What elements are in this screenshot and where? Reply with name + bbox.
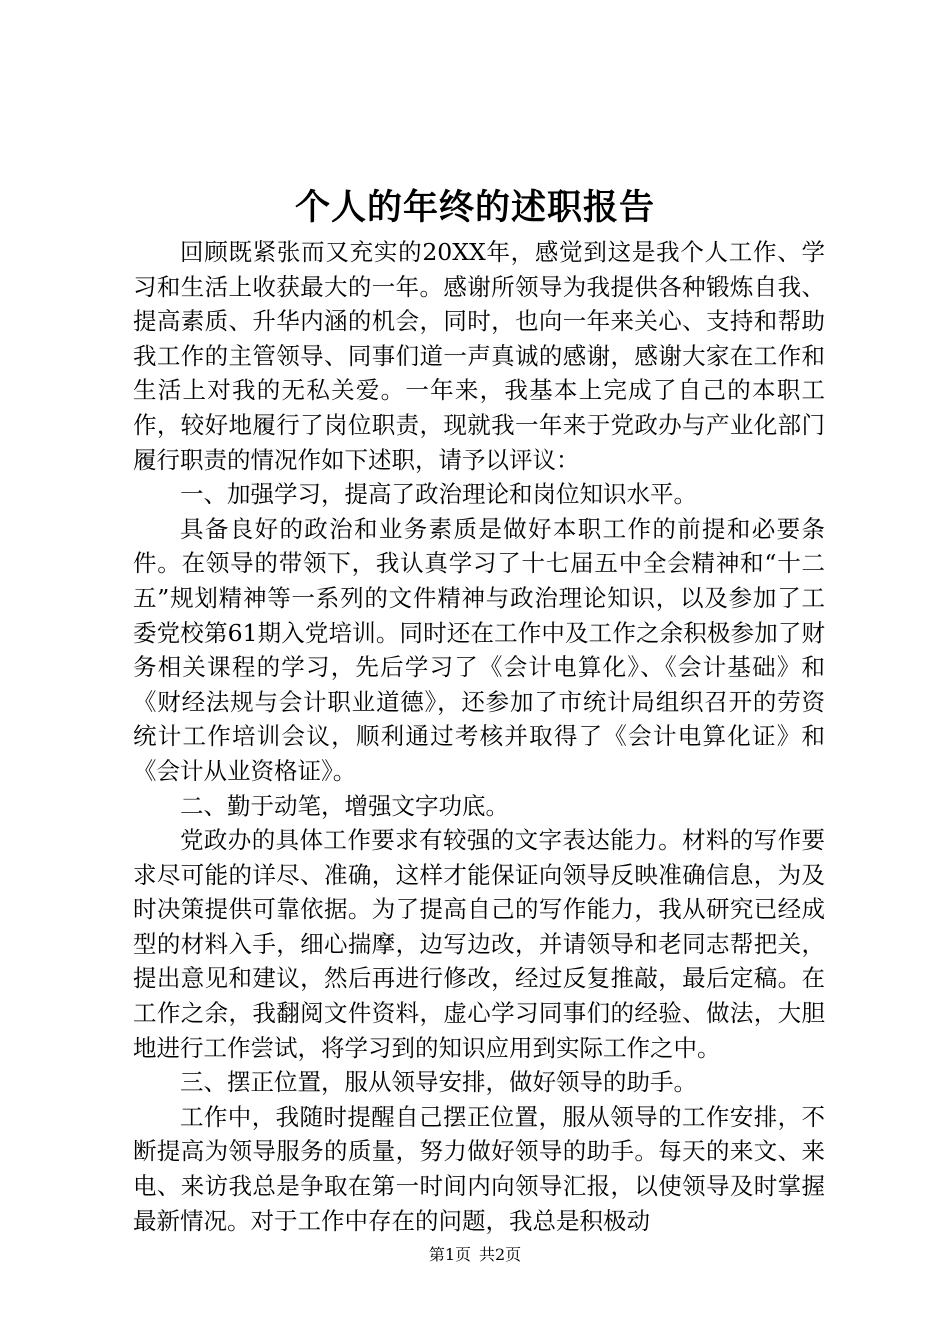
- page-number-current: 第1页: [428, 1245, 471, 1264]
- document-title: 个人的年终的述职报告: [294, 187, 655, 228]
- paragraph-intro: 回顾既紧张而又充实的20XX年，感觉到这是我个人工作、学习和生活上收获最大的一年。感谢所领导为我提供各种锻炼自我、提高素质、升华内涵的机会，同时，也向一年来关心、支持和帮助我工作的主管领导、同事们道一声真诚的感谢，感谢大家在工作和生活上对我的无私关爱。一年来，我基本上完成了自己的本职工作，较好地履行了岗位职责，现就我一年来于党政办与产业化部门履行职责的情况作如下述职，请予以评议：: [133, 238, 825, 474]
- section-heading-1: 一、加强学习，提高了政治理论和岗位知识水平。: [180, 480, 697, 509]
- section-heading-2: 二、勤于动笔，增强文字功底。: [180, 791, 509, 820]
- section-heading-3: 三、摆正位置，服从领导安排，做好领导的助手。: [180, 1068, 697, 1097]
- paragraph-section-2: 党政办的具体工作要求有较强的文字表达能力。材料的写作要求尽可能的详尽、准确，这样才能保证向领导反映准确信息，为及时决策提供可靠依据。为了提高自己的写作能力，我从研究已经成型的材料入手，细心揣摩，边写边改，并请领导和老同志帮把关，提出意见和建议，然后再进行修改，经过反复推敲，最后定稿。在工作之余，我翻阅文件资料，虚心学习同事们的经验、做法，大胆地进行工作尝试，将学习到的知识应用到实际工作之中。: [133, 826, 825, 1062]
- paragraph-section-1: 具备良好的政治和业务素质是做好本职工作的前提和必要条件。在领导的带领下，我认真学习了十七届五中全会精神和“十二五”规划精神等一系列的文件精神与政治理论知识，以及参加了工委党校第61期入党培训。同时还在工作中及工作之余积极参加了财务相关课程的学习，先后学习了《会计电算化》、《会计基础》和《财经法规与会计职业道德》，还参加了市统计局组织召开的劳资统计工作培训会议，顺利通过考核并取得了《会计电算化证》和《会计从业资格证》。: [133, 514, 825, 785]
- paragraph-section-3: 工作中，我随时提醒自己摆正位置，服从领导的工作安排，不断提高为领导服务的质量，努力做好领导的助手。每天的来文、来电、来访我总是争取在第一时间内向领导汇报，以使领导及时掌握最新情况。对于工作中存在的问题，我总是积极动: [133, 1102, 825, 1235]
- page-number-total: 共2页: [479, 1245, 522, 1264]
- document-body: [133, 235, 825, 1238]
- page-footer: [0, 1244, 950, 1266]
